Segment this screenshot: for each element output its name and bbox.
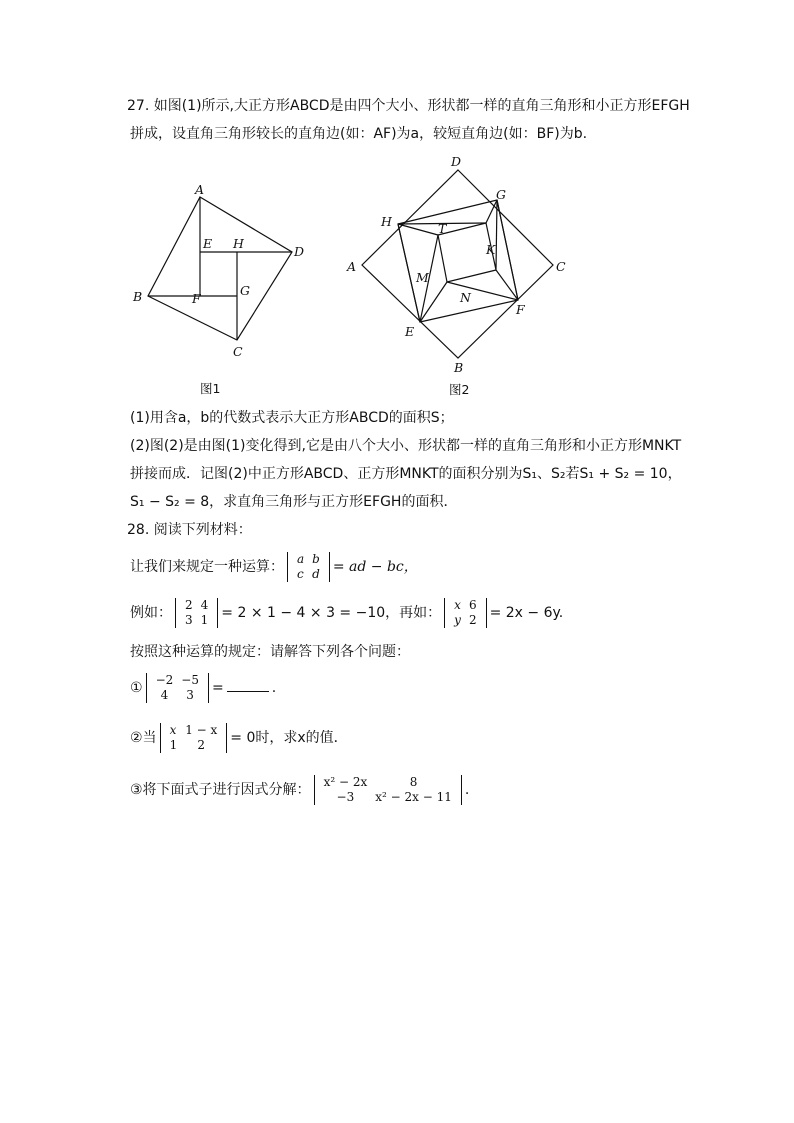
q27-figures [0,150,794,410]
q27-sub2-line3: S₁ − S₂ = 8，求直角三角形与正方形EFGH的面积． [130,494,458,510]
fig2-label-f: F [516,302,525,317]
fig2-label-n: N [460,290,471,305]
fig2-label-b: B [454,360,464,375]
fig2-label-c: C [556,259,566,274]
fig1-caption: 图1 [200,381,221,396]
ex2-determinant: x 6 y 2 [444,598,486,628]
q28-problem-3 [130,775,469,805]
p3-determinant: x² − 2x 8 −3 x² − 2x − 11 [314,775,462,805]
fig2-label-d: D [451,154,462,169]
def-prefix: 让我们来规定一种运算： [130,559,284,575]
def-result: = ad − bc， [332,559,418,575]
fig2-label-t: T [438,221,447,236]
fig1-label-g: G [240,283,250,298]
p2-suffix: = 0时，求x的值． [230,730,348,746]
fig1-label-f: F [192,291,201,306]
q28-problem-1 [130,673,276,703]
fig1-label-e: E [203,236,213,251]
fig1-label-c: C [233,344,243,359]
q27-sub1: (1)用含a，b的代数式表示大正方形ABCD的面积S； [130,410,454,426]
figure-2 [346,154,566,397]
q28-examples [130,598,563,628]
p1-determinant: −2 −5 4 3 [146,673,209,703]
figure-1 [132,182,304,396]
fig1-label-h: H [233,236,244,251]
q27-sub2-line1: (2)图(2)是由图(1)变化得到,它是由八个大小、形状都一样的直角三角形和小正方形MNKT [130,438,682,454]
fig2-label-a: A [347,259,357,274]
p1-answer-blank[interactable] [227,691,269,692]
fig1-label-d: D [294,244,305,259]
fig1-label-a: A [195,182,205,197]
p3-prefix: ③将下面式子进行因式分解： [130,782,311,798]
ex1-result: = 2 × 1 − 4 × 3 = −10，再如： [221,605,442,621]
p1-suffix: = [211,680,224,696]
ex1-determinant: 2 4 3 1 [175,598,218,628]
q28-instruction: 按照这种运算的规定：请解答下列各个问题： [130,644,410,660]
q27-line2: 拼成，设直角三角形较长的直角边(如：AF)为a，较短直角边(如：BF)为b. [130,126,588,142]
p2-prefix: ②当 [130,730,157,746]
q27-line1: 27. 如图(1)所示,大正方形ABCD是由四个大小、形状都一样的直角三角形和小正方形EFGH [127,98,690,114]
fig2-label-e: E [405,324,415,339]
ex-prefix: 例如： [130,605,172,621]
fig2-label-h: H [381,214,392,229]
p1-end: . [271,680,277,696]
p2-determinant: x 1 − x 1 2 [160,723,228,753]
def-determinant: a b c d [287,552,330,582]
p1-prefix: ① [130,680,143,696]
fig2-caption: 图2 [449,382,470,397]
p3-suffix: . [464,782,470,798]
q27-sub2-line2: 拼接而成．记图(2)中正方形ABCD、正方形MNKT的面积分别为S₁、S₂若S₁ + S₂ = 10， [130,466,682,482]
fig1-label-b: B [133,289,143,304]
q28-problem-2 [130,723,348,753]
q28-definition [130,552,418,582]
q28-title: 28. 阅读下列材料： [127,522,252,538]
fig2-label-k: K [486,242,496,257]
ex2-result: = 2x − 6y. [489,605,564,621]
fig2-label-m: M [416,270,429,285]
fig2-label-g: G [496,187,506,202]
